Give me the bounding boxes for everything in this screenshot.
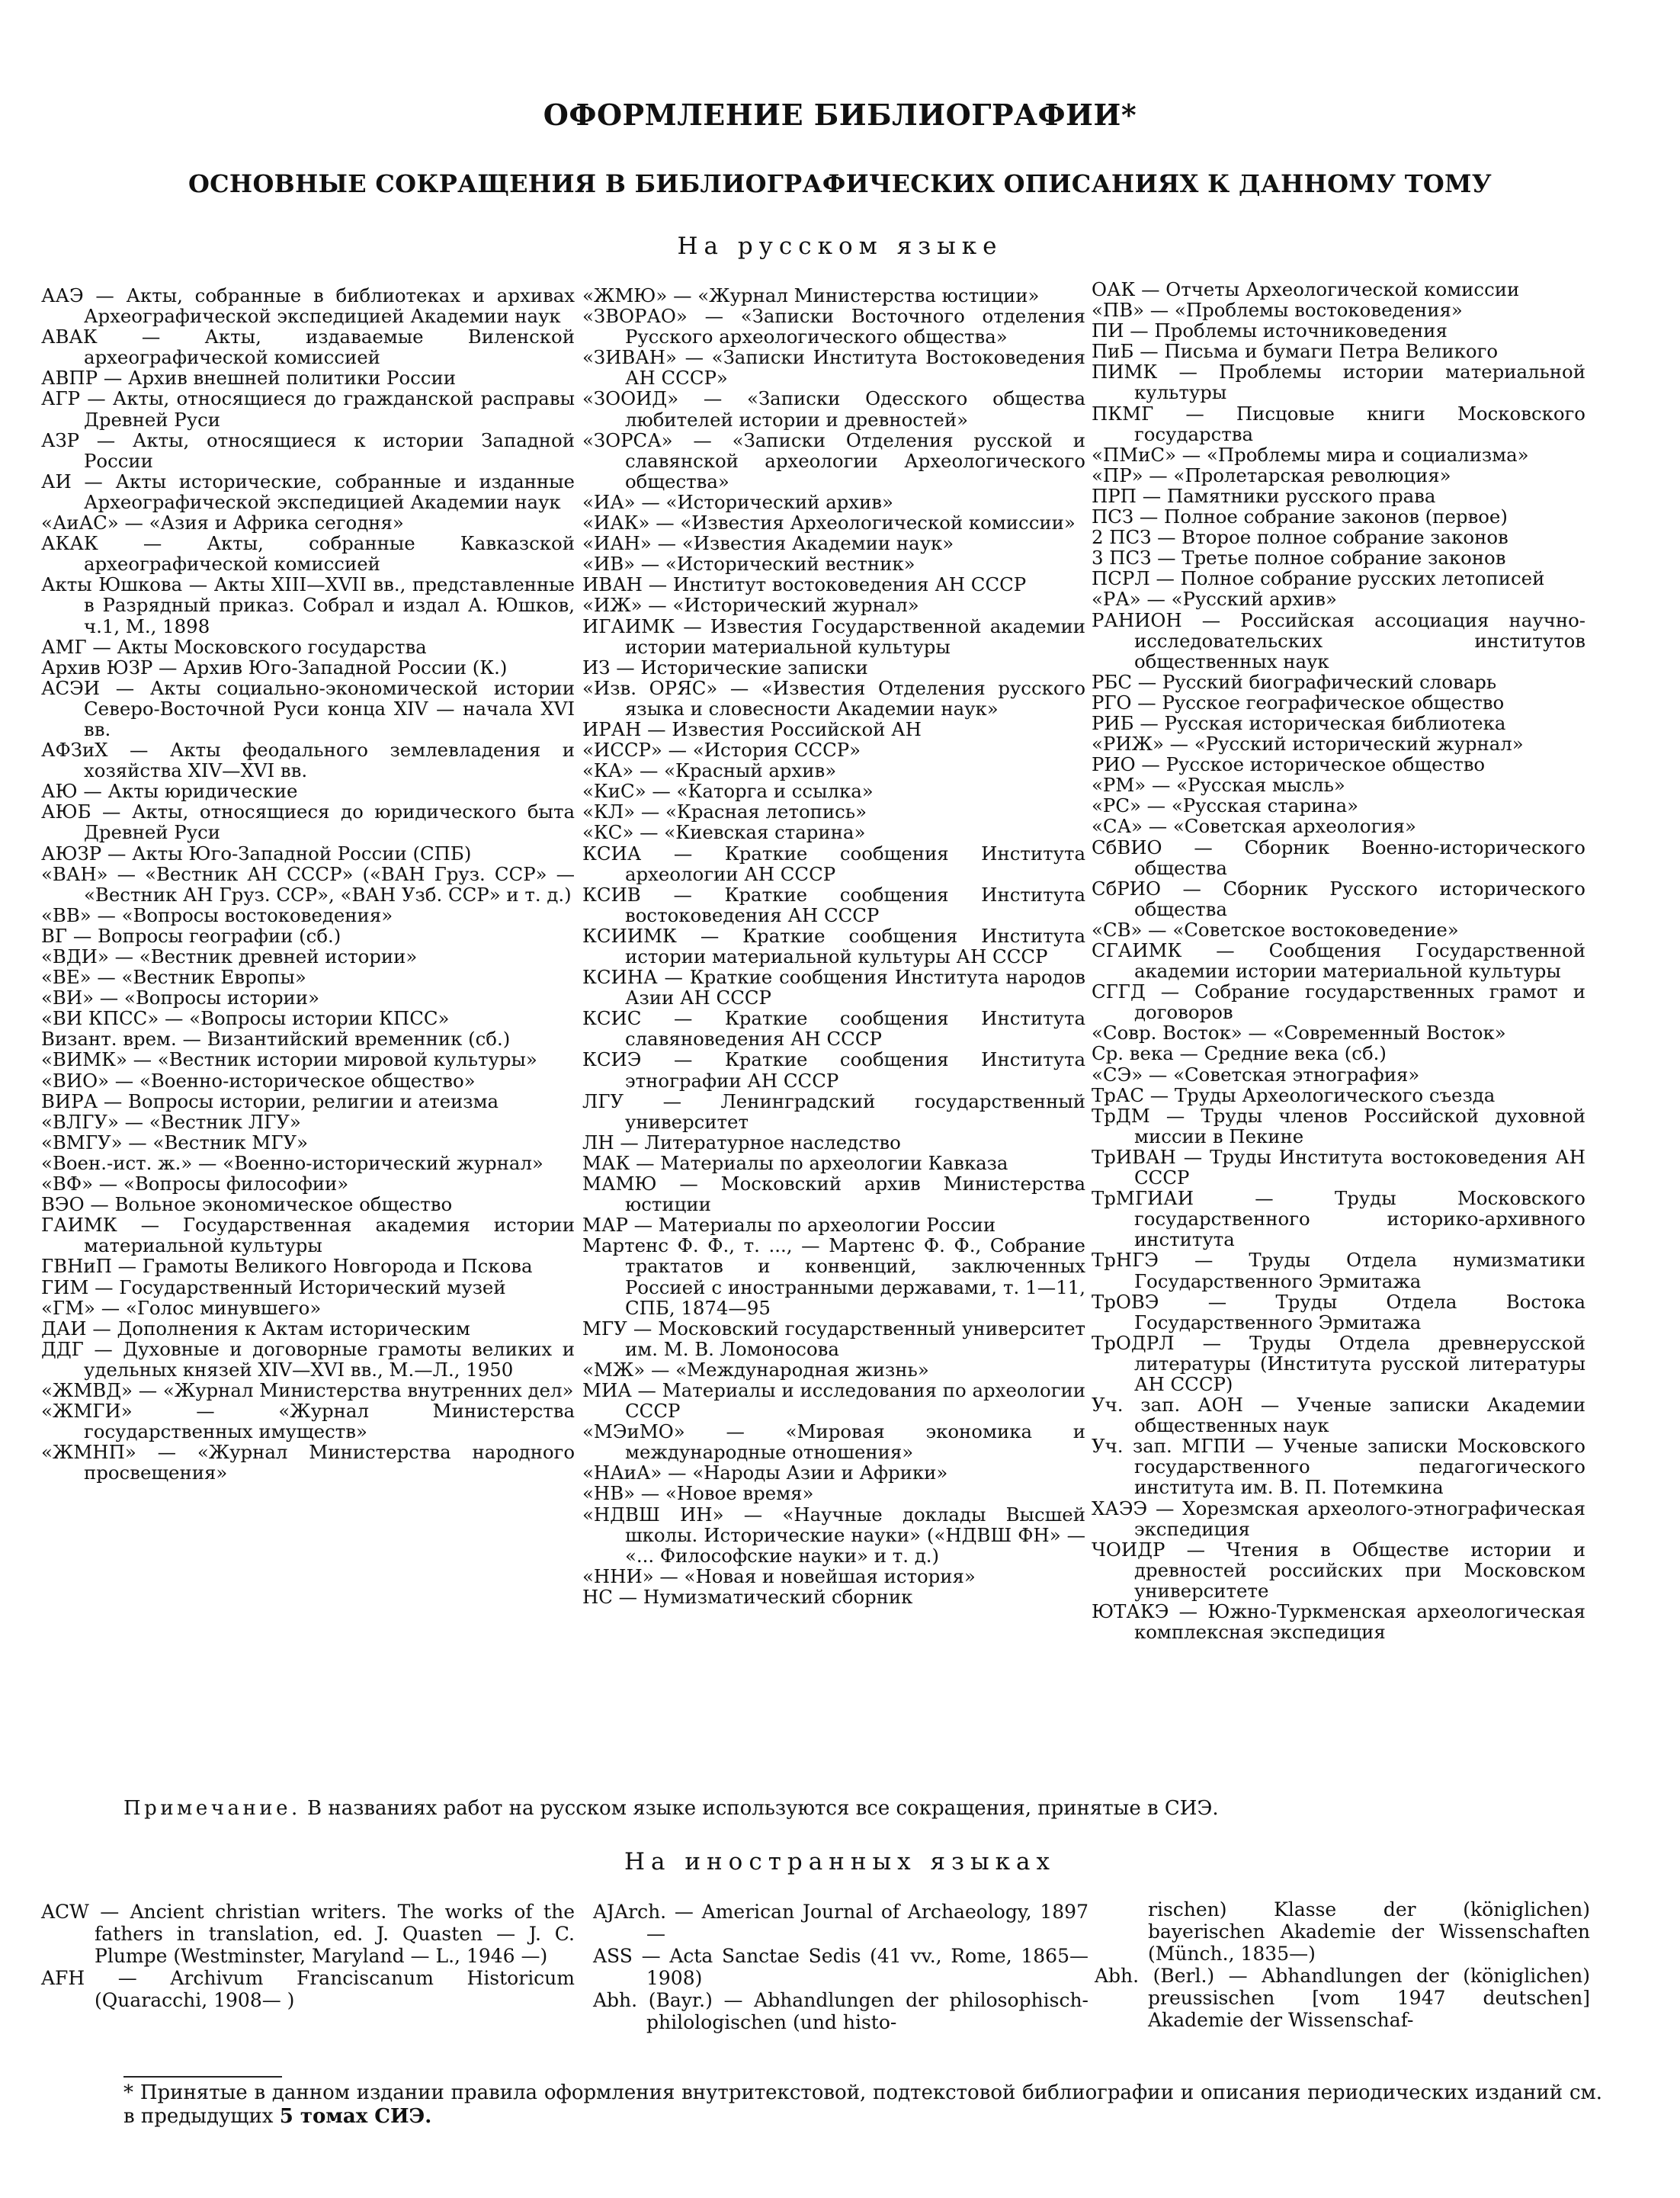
abbreviation-entry: «ВФ» — «Вопросы философии»: [41, 1173, 349, 1195]
abbreviation-entry: ЮТАКЭ — Южно-Туркменская археологическая комплексная экспедиция: [1092, 1600, 1585, 1644]
abbreviation-entry: ACW — Ancient christian writers. The works of the fathers in translation, ed. J. Quasten — J. C. Plumpe (Westminster, Maryland — L., 1946 —): [41, 1901, 575, 1967]
abbreviation-entry: АЗР — Акты, относящиеся к истории Западной России: [41, 428, 575, 472]
abbreviation-entry: МАК — Материалы по археологии Кавказа: [582, 1151, 1008, 1174]
abbreviation-entry: КСИНА — Краткие сообщения Института народов Азии АН СССР: [582, 966, 1085, 1009]
abbreviation-entry: Abh. (Bayr.) — Abhandlungen der philosophisch-philologischen (und histo-: [593, 1989, 1088, 2033]
abbreviation-entry: АМГ — Акты Московского государства: [41, 635, 427, 658]
footnote-emphasis: 5 томах СИЭ.: [279, 2105, 432, 2128]
abbreviation-entry: AFH — Archivum Franciscanum Historicum (Quaracchi, 1908— ): [41, 1967, 575, 2011]
abbreviation-entry: АКАК — Акты, собранные Кавказской археографической комиссией: [41, 532, 575, 576]
abbreviation-entry: ГВНиП — Грамоты Великого Новгорода и Пскова: [41, 1255, 533, 1278]
abbreviation-entry: ТрАС — Труды Археологического съезда: [1092, 1083, 1496, 1106]
abbreviation-entry: «Совр. Восток» — «Современный Восток»: [1092, 1022, 1506, 1044]
abbreviation-entry: «ВИ КПСС» — «Вопросы истории КПСС»: [41, 1007, 450, 1030]
abbreviation-entry: «ВЕ» — «Вестник Европы»: [41, 966, 306, 989]
abbreviation-entry: ЛГУ — Ленинградский государственный университет: [582, 1089, 1085, 1133]
abbreviation-entry: МАМЮ — Московский архив Министерства юстиции: [582, 1173, 1085, 1216]
abbreviation-entry: ВИРА — Вопросы истории, религии и атеизма: [41, 1089, 499, 1112]
abbreviation-entry: Мартенс Ф. Ф., т. ..., — Мартенс Ф. Ф., Собрание трактатов и конвенций, заключенных Россией с иностранными державами, т. 1—11, СПБ, 1874—95: [582, 1234, 1085, 1319]
abbreviation-entry: «ИАК» — «Известия Археологической комиссии»: [582, 512, 1076, 534]
foreign-column-1: [41, 1901, 575, 2011]
abbreviation-entry: ПСЗ — Полное собрание законов (первое): [1092, 505, 1508, 528]
abbreviation-entry: ТрМГИАИ — Труды Московского государственного историко-архивного института: [1092, 1187, 1585, 1251]
russian-section-heading: На русском языке: [677, 233, 1003, 260]
foreign-column-3: [1095, 1898, 1590, 2031]
abbreviation-entry: «КЛ» — «Красная летопись»: [582, 801, 867, 823]
abbreviation-entry: «ГМ» — «Голос минувшего»: [41, 1296, 322, 1319]
abbreviation-entry: ПСРЛ — Полное собрание русских летописей: [1092, 567, 1545, 590]
abbreviation-entry: «ЖМНП» — «Журнал Министерства народного просвещения»: [41, 1441, 575, 1484]
foreign-column-2: [593, 1901, 1088, 2033]
abbreviation-entry: «ИАН» — «Известия Академии наук»: [582, 532, 954, 555]
abbreviation-entry: «НДВШ ИН» — «Научные доклады Высшей школы. Исторические науки» («НДВШ ФН» — «... Философские науки» и т. д.): [582, 1503, 1085, 1567]
abbreviation-entry: «ВИМК» — «Вестник истории мировой культуры»: [41, 1048, 537, 1071]
abbreviation-entry: РГО — Русское географическое общество: [1092, 691, 1505, 714]
abbreviation-entry: РАНИОН — Российская ассоциация научно-исследовательских институтов общественных наук: [1092, 608, 1585, 672]
abbreviation-entry: «Изв. ОРЯС» — «Известия Отделения русского языка и словесности Академии наук»: [582, 676, 1085, 720]
footnote-text: * Принятые в данном издании правила оформления внутритекстовой, подтекстовой библиографии и описания периодических изданий см. в предыдущих: [123, 2081, 1602, 2128]
abbreviation-entry: АГР — Акты, относящиеся до гражданской расправы Древней Руси: [41, 387, 575, 431]
abbreviation-entry: ДДГ — Духовные и договорные грамоты великих и удельных князей XIV—XVI вв., М.—Л., 1950: [41, 1337, 575, 1381]
note-label: Примечание.: [123, 1797, 301, 1820]
abbreviation-entry: АСЭИ — Акты социально-экономической истории Северо-Восточной Руси конца XIV — начала XVI вв.: [41, 676, 575, 740]
abbreviation-entry: НС — Нумизматический сборник: [582, 1585, 913, 1608]
abbreviation-entry: «ПР» — «Пролетарская революция»: [1092, 464, 1451, 486]
abbreviation-entry: «АиАС» — «Азия и Африка сегодня»: [41, 512, 404, 534]
abbreviation-entry: ТрОВЭ — Труды Отдела Востока Государственного Эрмитажа: [1092, 1290, 1585, 1333]
abbreviation-entry: «ВАН» — «Вестник АН СССР» («ВАН Груз. ССР» — «Вестник АН Груз. ССР», «ВАН Узб. ССР» и т. д.): [41, 862, 575, 906]
abbreviation-entry: «СА» — «Советская археология»: [1092, 815, 1416, 838]
abbreviation-entry: ИРАН — Известия Российской АН: [582, 717, 922, 740]
abbreviation-entry: «ЗВОРАО» — «Записки Восточного отделения Русского археологического общества»: [582, 305, 1085, 348]
abbreviation-entry: «ЗОРСА» — «Записки Отделения русской и славянской археологии Археологического общества»: [582, 428, 1085, 493]
abbreviation-entry: «МЭиМО» — «Мировая экономика и международные отношения»: [582, 1420, 1085, 1464]
abbreviation-entry: «ВИ» — «Вопросы истории»: [41, 987, 319, 1009]
abbreviation-entry: «РС» — «Русская старина»: [1092, 794, 1359, 817]
abbreviation-entry: СбВИО — Сборник Военно-исторического общества: [1092, 836, 1585, 879]
abbreviation-entry: «РМ» — «Русская мысль»: [1092, 774, 1345, 797]
abbreviation-entry: КСИЭ — Краткие сообщения Института этнографии АН СССР: [582, 1048, 1085, 1092]
abbreviation-entry: «ВЛГУ» — «Вестник ЛГУ»: [41, 1110, 301, 1133]
abbreviation-entry: МИА — Материалы и исследования по археологии СССР: [582, 1378, 1085, 1423]
abbreviation-entry: ИЗ — Исторические записки: [582, 656, 868, 679]
abbreviation-entry: «ЖМВД» — «Журнал Министерства внутренних дел»: [41, 1378, 574, 1401]
abbreviation-entry: 2 ПСЗ — Второе полное собрание законов: [1092, 526, 1508, 549]
russian-column-2: [582, 285, 1085, 1607]
abbreviation-entry: «МЖ» — «Международная жизнь»: [582, 1358, 929, 1381]
footnote-rule: [123, 2076, 282, 2078]
abbreviation-entry: «ЖМЮ» — «Журнал Министерства юстиции»: [582, 284, 1040, 306]
abbreviation-entry: Архив ЮЗР — Архив Юго-Западной России (К.): [41, 656, 508, 679]
footnote: [123, 2081, 1602, 2129]
abbreviation-entry: «ИВ» — «Исторический вестник»: [582, 553, 915, 576]
abbreviation-entry: ПиБ — Письма и бумаги Петра Великого: [1092, 340, 1499, 363]
abbreviation-entry: ТрНГЭ — Труды Отдела нумизматики Государственного Эрмитажа: [1092, 1249, 1585, 1292]
russian-column-3: [1092, 279, 1585, 1642]
abbreviation-entry: ДАИ — Дополнения к Актам историческим: [41, 1317, 470, 1340]
page-title: ОФОРМЛЕНИЕ БИБЛИОГРАФИИ*: [543, 98, 1137, 132]
abbreviation-entry: ТрОДРЛ — Труды Отдела древнерусской литературы (Института русской литературы АН СССР): [1092, 1331, 1585, 1395]
abbreviation-entry: «ЗООИД» — «Записки Одесского общества любителей истории и древностей»: [582, 387, 1085, 431]
abbreviation-entry: ААЭ — Акты, собранные в библиотеках и архивах Археографической экспедицией Академии наук: [41, 284, 575, 328]
abbreviation-entry: ПИМК — Проблемы истории материальной культуры: [1092, 361, 1585, 404]
abbreviation-entry: АИ — Акты исторические, собранные и изданные Археографической экспедицией Академии наук: [41, 470, 575, 513]
abbreviation-entry: ИГАИМК — Известия Государственной академии истории материальной культуры: [582, 614, 1085, 658]
abbreviation-entry: ХАЭЭ — Хорезмская археолого-этнографическая экспедиция: [1092, 1497, 1585, 1540]
abbreviation-entry: ВЭО — Вольное экономическое общество: [41, 1193, 453, 1216]
abbreviation-entry: СГАИМК — Сообщения Государственной академии истории материальной культуры: [1092, 939, 1585, 983]
abbreviation-entry: «НАиА» — «Народы Азии и Африки»: [582, 1462, 948, 1484]
abbreviation-entry: СбРИО — Сборник Русского исторического общества: [1092, 877, 1585, 920]
abbreviation-entry: «ВДИ» — «Вестник древней истории»: [41, 945, 418, 967]
abbreviation-entry: «ВМГУ» — «Вестник МГУ»: [41, 1131, 309, 1154]
abbreviation-entry: КСИВ — Краткие сообщения Института востоковедения АН СССР: [582, 883, 1085, 926]
abbreviation-entry: АВАК — Акты, издаваемые Виленской археографической комиссией: [41, 326, 575, 369]
abbreviation-entry: Уч. зап. АОН — Ученые записки Академии общественных наук: [1092, 1394, 1585, 1437]
abbreviation-entry: РИБ — Русская историческая библиотека: [1092, 711, 1506, 734]
note-text: В названиях работ на русском языке используются все сокращения, принятые в СИЭ.: [307, 1797, 1219, 1820]
abbreviation-entry: «СЭ» — «Советская этнография»: [1092, 1063, 1420, 1086]
abbreviation-entry: 3 ПСЗ — Третье полное собрание законов: [1092, 547, 1506, 570]
abbreviation-entry: КСИА — Краткие сообщения Института археологии АН СССР: [582, 842, 1085, 885]
abbreviation-entry: ВГ — Вопросы географии (сб.): [41, 924, 341, 947]
abbreviation-entry: AJArch. — American Journal of Archaeology, 1897 —: [593, 1901, 1088, 1945]
abbreviation-entry: АЮ — Акты юридические: [41, 780, 298, 803]
abbreviation-entry: СГГД — Собрание государственных грамот и договоров: [1092, 980, 1585, 1024]
abbreviation-entry: «ВВ» — «Вопросы востоковедения»: [41, 903, 393, 926]
abbreviation-entry: «ЗИВАН» — «Записки Института Востоковедения АН СССР»: [582, 346, 1085, 390]
abbreviation-entry: ASS — Acta Sanctae Sedis (41 vv., Rome, 1865—1908): [593, 1945, 1088, 1989]
abbreviation-entry: РБС — Русский биографический словарь: [1092, 670, 1497, 693]
abbreviation-entry: «КС» — «Киевская старина»: [582, 821, 866, 844]
abbreviation-entry: «ЖМГИ» — «Журнал Министерства государственных имуществ»: [41, 1400, 575, 1443]
abbreviation-entry: Визант. врем. — Византийский временник (сб.): [41, 1028, 511, 1051]
abbreviation-entry: ГАИМК — Государственная академия истории материальной культуры: [41, 1214, 575, 1257]
abbreviation-entry: «НВ» — «Новое время»: [582, 1482, 814, 1505]
abbreviation-entry: «ИЖ» — «Исторический журнал»: [582, 594, 919, 617]
abbreviation-entry: АВПР — Архив внешней политики России: [41, 367, 456, 390]
abbreviation-entry: «ИА» — «Исторический архив»: [582, 490, 893, 513]
abbreviation-entry: ОАК — Отчеты Археологической комиссии: [1092, 278, 1520, 300]
abbreviation-entry: ТрДМ — Труды членов Российской духовной миссии в Пекине: [1092, 1104, 1585, 1147]
abbreviation-entry: РИО — Русское историческое общество: [1092, 753, 1486, 776]
foreign-entry-continuation: rischen) Klasse der (königlichen) bayerischen Akademie der Wissenschaften (Münch., 1835—): [1148, 1898, 1590, 1965]
abbreviation-entry: «ПВ» — «Проблемы востоковедения»: [1092, 299, 1463, 322]
abbreviation-entry: ПРП — Памятники русского права: [1092, 484, 1436, 507]
abbreviation-entry: КСИИМК — Краткие сообщения Института истории материальной культуры АН СССР: [582, 924, 1085, 967]
abbreviation-entry: «ННИ» — «Новая и новейшая история»: [582, 1564, 976, 1587]
abbreviation-entry: Уч. зап. МГПИ — Ученые записки Московского государственного педагогического института им. В. П. Потемкина: [1092, 1435, 1585, 1499]
abbreviation-entry: МАР — Материалы по археологии России: [582, 1214, 996, 1237]
abbreviation-entry: Акты Юшкова — Акты XIII—XVII вв., представленные в Разрядный приказ. Собрал и издал А. Юшков, ч.1, М., 1898: [41, 573, 575, 637]
page-subtitle: ОСНОВНЫЕ СОКРАЩЕНИЯ В БИБЛИОГРАФИЧЕСКИХ ОПИСАНИЯХ К ДАННОМУ ТОМУ: [188, 169, 1492, 198]
abbreviation-entry: Ср. века — Средние века (сб.): [1092, 1042, 1387, 1065]
abbreviation-entry: МГУ — Московский государственный университет им. М. В. Ломоносова: [582, 1317, 1085, 1360]
abbreviation-entry: «ПМиС» — «Проблемы мира и социализма»: [1092, 443, 1529, 466]
abbreviation-entry: ИВАН — Институт востоковедения АН СССР: [582, 573, 1027, 596]
abbreviation-entry: АФЗиХ — Акты феодального землевладения и хозяйства XIV—XVI вв.: [41, 739, 575, 782]
foreign-section-heading: На иностранных языках: [624, 1848, 1056, 1876]
note: [123, 1797, 1610, 1820]
abbreviation-entry: КСИС — Краткие сообщения Института славяноведения АН СССР: [582, 1007, 1085, 1051]
abbreviation-entry: «Воен.-ист. ж.» — «Военно-исторический журнал»: [41, 1151, 543, 1174]
abbreviation-entry: «КА» — «Красный архив»: [582, 759, 837, 782]
abbreviation-entry: «ВИО» — «Военно-историческое общество»: [41, 1069, 476, 1092]
abbreviation-entry: «РА» — «Русский архив»: [1092, 588, 1337, 611]
abbreviation-entry: ПКМГ — Писцовые книги Московского государства: [1092, 402, 1585, 445]
abbreviation-entry: ПИ — Проблемы источниковедения: [1092, 319, 1448, 342]
abbreviation-entry: АЮЗР — Акты Юго-Западной России (СПБ): [41, 842, 472, 865]
russian-column-1: [41, 285, 575, 1483]
abbreviation-entry: Abh. (Berl.) — Abhandlungen der (königlichen) preussischen [vom 1947 deutschen] Akademie der Wissenschaf-: [1095, 1965, 1590, 2031]
abbreviation-entry: ТрИВАН — Труды Института востоковедения АН СССР: [1092, 1145, 1585, 1189]
abbreviation-entry: «КиС» — «Каторга и ссылка»: [582, 780, 874, 803]
abbreviation-entry: ГИМ — Государственный Исторический музей: [41, 1275, 506, 1298]
abbreviation-entry: ЛН — Литературное наследство: [582, 1131, 901, 1154]
abbreviation-entry: «СВ» — «Советское востоковедение»: [1092, 918, 1459, 941]
abbreviation-entry: ЧОИДР — Чтения в Обществе истории и древностей российских при Московском университете: [1092, 1538, 1585, 1602]
abbreviation-entry: «РИЖ» — «Русский исторический журнал»: [1092, 733, 1524, 756]
abbreviation-entry: «ИССР» — «История СССР»: [582, 739, 861, 762]
abbreviation-entry: АЮБ — Акты, относящиеся до юридического быта Древней Руси: [41, 801, 575, 844]
